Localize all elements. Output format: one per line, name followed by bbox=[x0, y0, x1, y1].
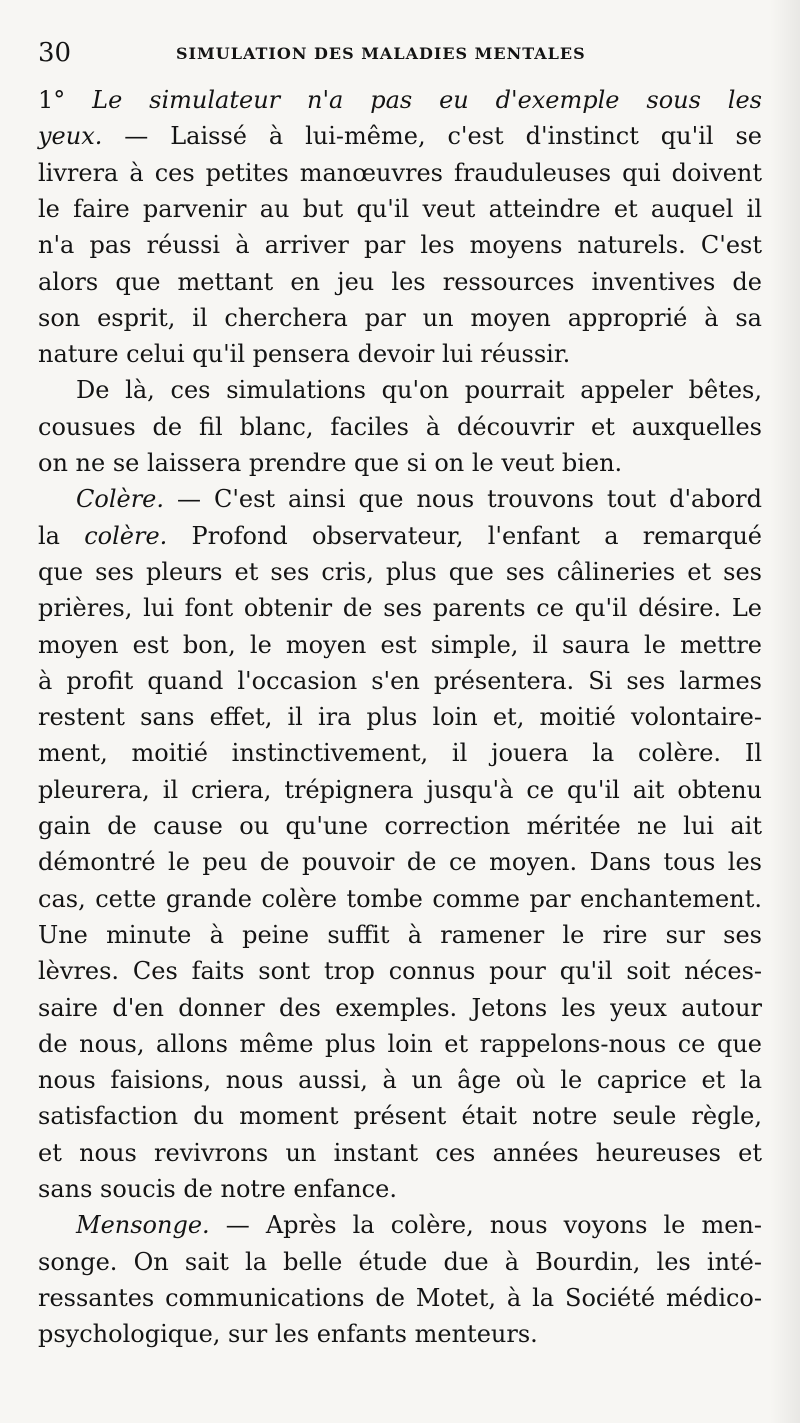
text-run: sans soucis de notre enfance. bbox=[38, 1175, 397, 1203]
text-line bbox=[38, 1171, 762, 1207]
running-title: SIMULATION DES MALADIES MENTALES bbox=[176, 44, 586, 63]
text-run: alors que mettant en jeu les ressources inventives de bbox=[38, 267, 762, 296]
text-line bbox=[38, 917, 762, 953]
text-run: psychologique, sur les enfants menteurs. bbox=[38, 1320, 538, 1349]
text-run: ressantes communications de Motet, à la Société médico- bbox=[38, 1283, 762, 1312]
text-run: satisfaction du moment présent était notre seule règle, bbox=[38, 1102, 762, 1131]
page-edge-shadow bbox=[770, 0, 800, 1423]
text-line bbox=[38, 155, 762, 191]
text-run: De là, ces simulations qu'on pourrait appeler bêtes, bbox=[76, 376, 762, 405]
text-run: nature celui qu'il pensera devoir lui réussir. bbox=[38, 340, 571, 369]
text-line bbox=[38, 445, 762, 481]
italic-run: Le simulateur n'a pas eu d'exemple sous les bbox=[92, 86, 762, 114]
text-line bbox=[38, 1244, 762, 1280]
text-run: moyen est bon, le moyen est simple, il saura le mettre bbox=[38, 630, 762, 659]
text-run: Profond observateur, l'enfant a remarqué bbox=[167, 521, 762, 550]
text-run: prières, lui font obtenir de ses parents ce qu'il désire. Le bbox=[38, 594, 762, 623]
page-number: 30 bbox=[38, 38, 72, 68]
text-line bbox=[76, 481, 762, 517]
text-line bbox=[38, 844, 762, 880]
text-line bbox=[38, 990, 762, 1026]
text-run: — Après la colère, nous voyons le men- bbox=[209, 1211, 762, 1240]
text-line bbox=[76, 1207, 762, 1243]
text-line bbox=[38, 518, 762, 554]
text-line bbox=[38, 554, 762, 590]
text-line bbox=[76, 372, 762, 408]
text-line bbox=[38, 1280, 762, 1316]
text-line bbox=[38, 772, 762, 808]
text-line bbox=[38, 409, 762, 445]
text-line bbox=[38, 300, 762, 336]
text-run: saire d'en donner des exemples. Jetons les yeux autour bbox=[38, 993, 762, 1022]
text-run: et nous revivrons un instant ces années heureuses et bbox=[38, 1138, 762, 1167]
text-run: de nous, allons même plus loin et rappelons-nous ce que bbox=[38, 1029, 762, 1058]
text-line bbox=[38, 699, 762, 735]
text-run: cousues de fil blanc, faciles à découvrir et auxquelles bbox=[38, 412, 762, 441]
text-line bbox=[38, 1098, 762, 1134]
text-run: démontré le peu de pouvoir de ce moyen. Dans tous les bbox=[38, 848, 762, 877]
text-line bbox=[38, 264, 762, 300]
text-run: Une minute à peine suffit à ramener le rire sur ses bbox=[38, 920, 762, 949]
text-line bbox=[38, 663, 762, 699]
text-run: — Laissé à lui-même, c'est d'instinct qu'il se bbox=[102, 122, 762, 151]
text-run: n'a pas réussi à arriver par les moyens naturels. C'est bbox=[38, 231, 762, 260]
running-head bbox=[38, 38, 758, 68]
text-run: songe. On sait la belle étude due à Bourdin, les inté- bbox=[38, 1247, 762, 1276]
italic-run: Mensonge. bbox=[76, 1211, 210, 1240]
text-run: on ne se laissera prendre que si on le veut bien. bbox=[38, 449, 623, 477]
italic-run: colère. bbox=[84, 521, 168, 550]
text-line bbox=[38, 82, 762, 118]
text-line bbox=[38, 953, 762, 989]
text-line bbox=[38, 336, 762, 372]
text-line bbox=[38, 735, 762, 771]
text-run: lèvres. Ces faits sont trop connus pour qu'il soit néces- bbox=[38, 957, 762, 986]
text-run: nous faisions, nous aussi, à un âge où le caprice et la bbox=[38, 1066, 762, 1095]
text-line bbox=[38, 191, 762, 227]
text-line bbox=[38, 1135, 762, 1171]
text-line bbox=[38, 227, 762, 263]
text-run: son esprit, il cherchera par un moyen approprié à sa bbox=[38, 303, 762, 332]
text-run: cas, cette grande colère tombe comme par enchantement. bbox=[38, 884, 762, 913]
text-run: la bbox=[38, 521, 85, 550]
text-run: à profit quand l'occasion s'en présentera. Si ses larmes bbox=[38, 666, 762, 695]
text-run: — C'est ainsi que nous trouvons tout d'abord bbox=[164, 485, 762, 514]
text-line bbox=[38, 1316, 762, 1352]
text-line bbox=[38, 590, 762, 626]
italic-run: Colère. bbox=[76, 485, 164, 514]
text-line bbox=[38, 118, 762, 154]
text-run: livrera à ces petites manœuvres frauduleuses qui doivent bbox=[38, 158, 762, 187]
text-run: gain de cause ou qu'une correction méritée ne lui ait bbox=[38, 812, 762, 840]
text-line bbox=[38, 881, 762, 917]
text-line bbox=[38, 808, 762, 844]
text-run: pleurera, il criera, trépignera jusqu'à ce qu'il ait obtenu bbox=[38, 775, 762, 804]
text-line bbox=[38, 1026, 762, 1062]
italic-run: yeux. bbox=[38, 122, 103, 151]
text-line bbox=[38, 627, 762, 663]
text-run: que ses pleurs et ses cris, plus que ses câlineries et ses bbox=[38, 557, 762, 586]
text-run: ment, moitié instinctivement, il jouera la colère. Il bbox=[38, 739, 762, 768]
text-run: 1° bbox=[38, 86, 93, 114]
text-run: restent sans effet, il ira plus loin et, moitié volontaire- bbox=[38, 703, 762, 732]
text-run: le faire parvenir au but qu'il veut atteindre et auquel il bbox=[38, 194, 762, 223]
text-line bbox=[38, 1062, 762, 1098]
